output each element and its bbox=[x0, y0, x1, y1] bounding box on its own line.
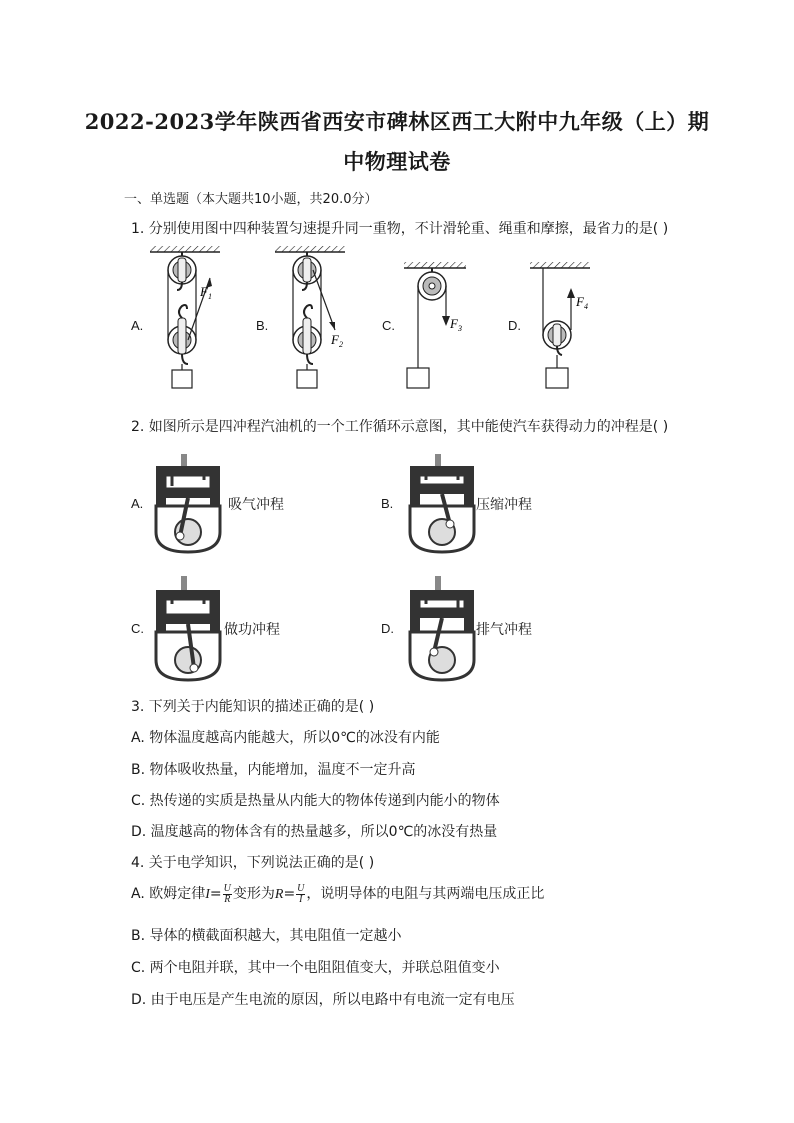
q4-option-a-suffix: ，说明导体的电阻与其两端电压成正比 bbox=[306, 886, 545, 902]
q1-pulley-figures bbox=[140, 240, 590, 395]
question-1-text: 1. 分别使用图中四种装置匀速提升同一重物，不计滑轮重、绳重和摩擦，最省力的是( ) bbox=[131, 221, 669, 237]
stroke-label-exhaust: 排气冲程 bbox=[476, 622, 532, 638]
pulley-figure-d bbox=[530, 262, 590, 388]
fraction-denominator: R bbox=[224, 893, 231, 905]
q4-option-a-mid: 变形为 bbox=[232, 886, 275, 902]
stroke-label-intake: 吸气冲程 bbox=[228, 497, 284, 513]
engine-diagram-exhaust bbox=[404, 574, 480, 684]
q2-option-c-label: C. bbox=[131, 621, 144, 636]
stroke-label-compression: 压缩冲程 bbox=[476, 497, 532, 513]
question-2-text: 2. 如图所示是四冲程汽油机的一个工作循环示意图，其中能使汽车获得动力的冲程是( ) bbox=[131, 419, 669, 435]
svg-text:F2: $F_2$ bbox=[331, 332, 343, 349]
q1-option-c-label: C. bbox=[382, 318, 395, 333]
q1-option-b-label: B. bbox=[256, 318, 269, 333]
page-title-line1: 2022-2023学年陕西省西安市碑林区西工大附中九年级（上）期 bbox=[84, 109, 710, 134]
q4-option-a bbox=[131, 882, 544, 907]
svg-text:F1: $F_1$ bbox=[200, 284, 212, 301]
q2-option-b-label: B. bbox=[381, 496, 394, 511]
fraction-numerator-2: U bbox=[297, 882, 305, 894]
pulley-figure-c bbox=[404, 262, 466, 388]
q1-option-d-label: D. bbox=[508, 318, 521, 333]
r-symbol: R bbox=[274, 887, 284, 902]
equals-sign-2: = bbox=[283, 886, 296, 902]
q3-option-c: C. 热传递的实质是热量从内能大的物体传递到内能小的物体 bbox=[131, 793, 500, 809]
svg-text:F3: $F_3$ bbox=[450, 316, 462, 333]
q3-option-a: A. 物体温度越高内能越大，所以0℃的冰没有内能 bbox=[131, 730, 440, 746]
fraction-u-over-i bbox=[296, 884, 305, 905]
question-4-text: 4. 关于电学知识，下列说法正确的是( ) bbox=[131, 855, 375, 871]
q2-option-a-label: A. bbox=[131, 496, 144, 511]
q1-option-a-label: A. bbox=[131, 318, 144, 333]
q4-option-d: D. 由于电压是产生电流的原因，所以电路中有电流一定有电压 bbox=[131, 992, 515, 1008]
svg-text:F4: $F_4$ bbox=[576, 294, 588, 311]
stroke-label-power: 做功冲程 bbox=[224, 622, 280, 638]
pulley-figure-a bbox=[150, 246, 220, 388]
engine-diagram-intake bbox=[150, 452, 226, 556]
q2-option-d-label: D. bbox=[381, 621, 394, 636]
q4-option-b: B. 导体的横截面积越大，其电阻值一定越小 bbox=[131, 928, 402, 944]
fraction-u-over-r bbox=[223, 884, 232, 905]
question-3-text: 3. 下列关于内能知识的描述正确的是( ) bbox=[131, 699, 375, 715]
engine-diagram-power bbox=[150, 574, 226, 684]
q3-option-d: D. 温度越高的物体含有的热量越多，所以0℃的冰没有热量 bbox=[131, 824, 498, 840]
section-heading: 一、单选题（本大题共10小题，共20.0分） bbox=[124, 192, 378, 207]
equals-sign: = bbox=[209, 886, 222, 902]
pulley-figure-b bbox=[275, 246, 345, 388]
fraction-denominator-2: I bbox=[299, 893, 303, 905]
page-title-line2: 中物理试卷 bbox=[343, 149, 451, 174]
fraction-numerator: U bbox=[223, 882, 231, 894]
q3-option-b: B. 物体吸收热量，内能增加，温度不一定升高 bbox=[131, 762, 416, 778]
engine-diagram-compression bbox=[404, 452, 480, 556]
ohm-i-symbol: I bbox=[205, 887, 210, 902]
q4-option-a-prefix: A. 欧姆定律 bbox=[131, 886, 206, 902]
q4-option-c: C. 两个电阻并联，其中一个电阻阻值变大，并联总阻值变小 bbox=[131, 960, 500, 976]
